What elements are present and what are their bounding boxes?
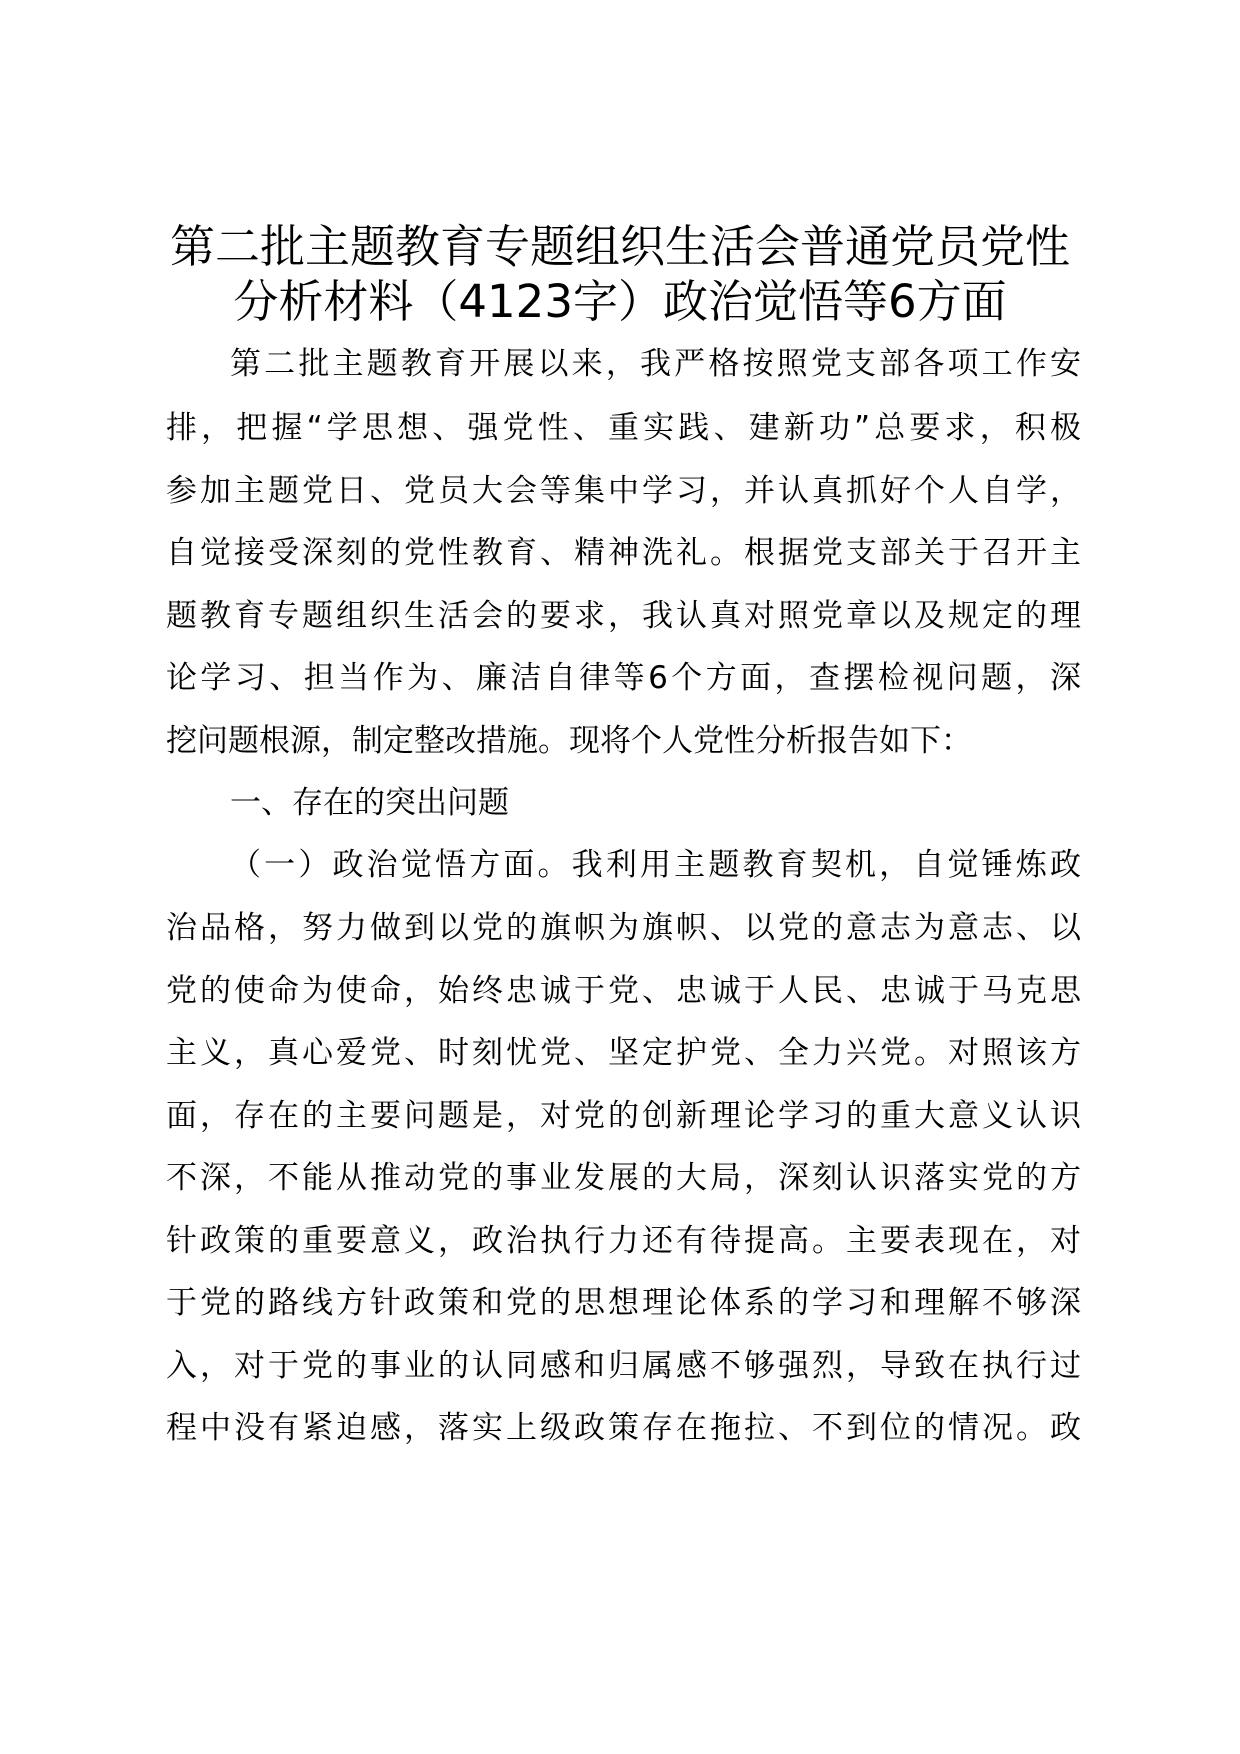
- body-line-10: 治品格，努力做到以党的旗帜为旗帜、以党的意志为意志、以: [166, 910, 1081, 946]
- body-line-12: 主义，真心爱党、时刻忧党、坚定护党、全力兴党。对照该方: [166, 1035, 1081, 1071]
- document-title-line-1: 第二批主题教育专题组织生活会普通党员党性: [169, 220, 1070, 273]
- body-line-11: 党的使命为使命，始终忠诚于党、忠诚于人民、忠诚于马克思: [166, 973, 1081, 1009]
- section-heading: 一、存在的突出问题: [230, 785, 509, 821]
- body-line-14: 不深，不能从推动党的事业发展的大局，深刻认识落实党的方: [166, 1160, 1081, 1196]
- body-line-1: 第二批主题教育开展以来，我严格按照党支部各项工作安: [230, 346, 1081, 382]
- body-line-18: 程中没有紧迫感，落实上级政策存在拖拉、不到位的情况。政: [166, 1410, 1081, 1446]
- body-line-13: 面，存在的主要问题是，对党的创新理论学习的重大意义认识: [166, 1098, 1081, 1134]
- body-line-5: 题教育专题组织生活会的要求，我认真对照党章以及规定的理: [166, 598, 1081, 634]
- body-line-2: 排，把握“学思想、强党性、重实践、建新功”总要求，积极: [166, 410, 1081, 446]
- document-title-line-2: 分析材料（4123字）政治觉悟等6方面: [233, 275, 1007, 328]
- body-line-16: 于党的路线方针政策和党的思想理论体系的学习和理解不够深: [166, 1285, 1081, 1321]
- body-line-7: 挖问题根源，制定整改措施。现将个人党性分析报告如下：: [166, 723, 972, 759]
- body-line-9: （一）政治觉悟方面。我利用主题教育契机，自觉锤炼政: [230, 847, 1081, 883]
- body-line-6: 论学习、担当作为、廉洁自律等6个方面，查摆检视问题，深: [166, 660, 1081, 696]
- body-line-15: 针政策的重要意义，政治执行力还有待提高。主要表现在，对: [166, 1223, 1081, 1259]
- body-line-4: 自觉接受深刻的党性教育、精神洗礼。根据党支部关于召开主: [166, 535, 1081, 571]
- body-line-17: 入，对于党的事业的认同感和归属感不够强烈，导致在执行过: [166, 1348, 1081, 1384]
- body-line-3: 参加主题党日、党员大会等集中学习，并认真抓好个人自学，: [166, 473, 1081, 509]
